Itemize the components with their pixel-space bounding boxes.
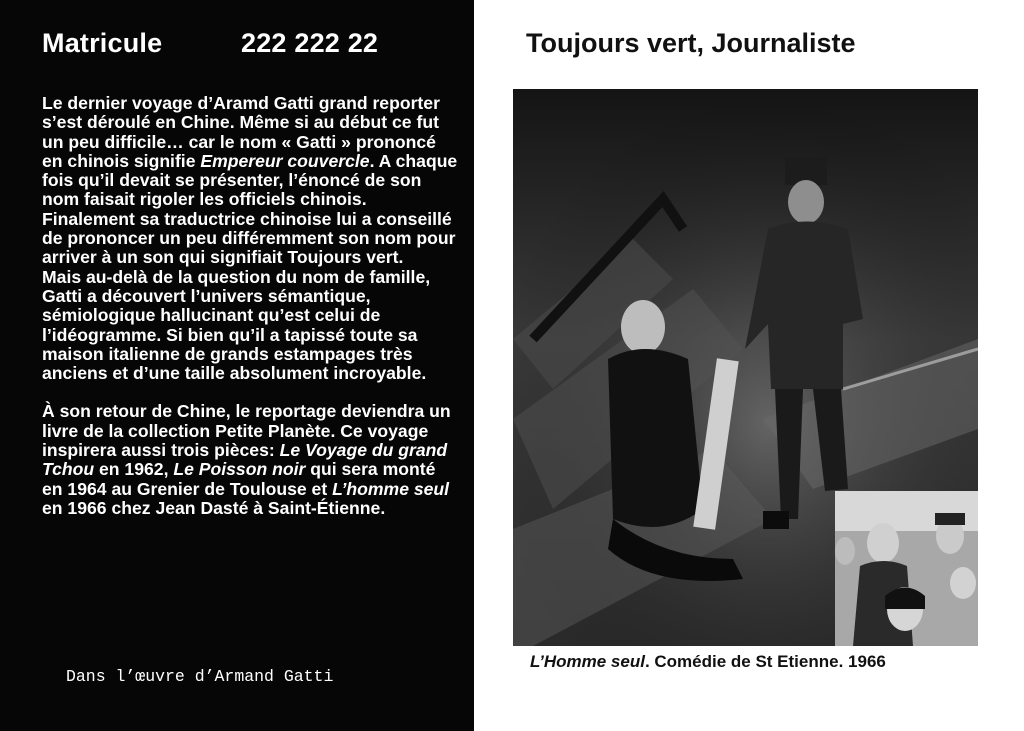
paragraph-3-text-d: en 1966 chez Jean Dasté à Saint-Étienne. <box>42 497 386 518</box>
paragraph-3-text-a: À son retour de Chine, le reportage deviendra un livre de la collection Petite Planète. Ce voyage inspirera aussi trois pièces: <box>42 401 451 461</box>
paragraph-3-text-b: en 1962, <box>94 459 174 480</box>
play-title-voyage: Le Voyage du grand Tchou <box>42 440 448 480</box>
inset-crowd-photo <box>835 491 978 646</box>
article-body <box>42 94 460 518</box>
stage-photo <box>513 89 978 646</box>
page-title: Toujours vert, Journaliste <box>526 28 856 58</box>
caption-text: . Comédie de St Etienne. 1966 <box>644 652 886 671</box>
footer-credit: Dans l’œuvre d’Armand Gatti <box>66 667 334 686</box>
play-title-poisson: Le Poisson noir <box>173 459 306 480</box>
caption-play-title: L’Homme seul <box>530 652 645 671</box>
paragraph-1 <box>42 94 460 268</box>
paragraph-1-text-a: Le dernier voyage d’Aramd Gatti grand reporter s’est déroulé en Chine. Même si au début ce fut un peu difficile… car le nom « Gatti » prononcé en chinois signifie <box>42 93 440 171</box>
paragraph-2: Mais au-delà de la question du nom de famille, Gatti a découvert l’univers sémantique, sémiologique hallucinant qu’est celui de l’idéogramme. Si bien qu’il a tapissé toute sa maison italienne de grands estampages très anciens et d’une taille absolument incroyable. <box>42 266 431 384</box>
paragraph-1-emphasis: Empereur couvercle <box>200 150 370 171</box>
paragraph-1-text-b: . A chaque fois qu’il devait se présenter, l’énoncé de son nom faisait rigoler les officiels chinois. Finalement sa traductrice chinoise lui a conseillé de prononcer un peu différemment son nom pour arriver à un son qui signifiait Toujours vert. <box>42 150 458 268</box>
paragraph-3 <box>42 402 460 518</box>
matricule-number: 222 222 22 <box>241 28 379 58</box>
matricule-label: Matricule <box>42 28 163 58</box>
play-title-homme: L’homme seul <box>332 478 450 499</box>
photo-caption <box>530 652 886 672</box>
paragraph-3-text-c: qui sera monté en 1964 au Grenier de Toulouse et <box>42 459 436 499</box>
left-panel <box>0 0 474 731</box>
inset-crowd-illustration <box>835 491 978 646</box>
